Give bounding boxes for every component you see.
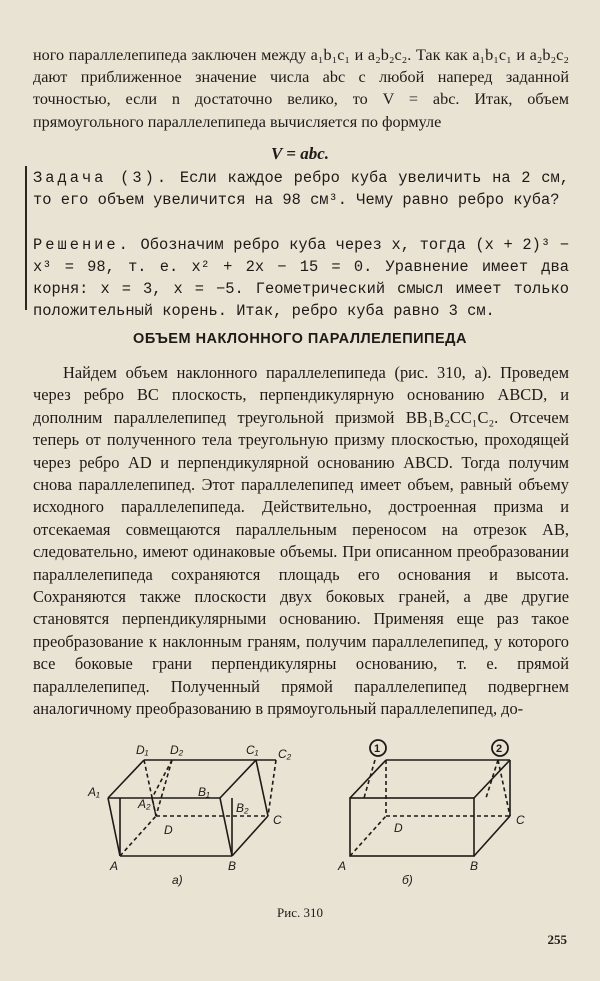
- label-D2: D₂: [170, 743, 184, 757]
- solution-block: [33, 234, 569, 322]
- solution-text: Обозначим ребро куба через x, тогда (x + 2)³ − x³ = 98, т. е. x² + 2x − 15 = 0. Уравнение имеет два корня: x = 3, x = −5. Геометрический смысл имеет только положительный корень. Итак, ребро куба равно 3 см.: [33, 236, 569, 320]
- label-D1: D₁: [136, 743, 149, 757]
- page-number: 255: [547, 932, 567, 947]
- volume-formula: V = abc.: [270, 144, 329, 163]
- label-B-left: B: [228, 859, 237, 873]
- label-B-right: B: [470, 859, 479, 873]
- marker-1: 1: [374, 743, 381, 755]
- intro-paragraph: ного параллелепипеда заключен между a₁b₁c₁ и a₂b₂c₂. Так как a₁b₁c₁ и a₂b₂c₂ дают приближенное значение числа abc с любой наперед заданной точностью, если n достаточно велико, то V = abc. Итак, объем прямоугольного параллелепипеда вычисляется по формуле: [33, 46, 569, 131]
- marker-2: 2: [496, 743, 503, 755]
- figure-caption: Рис. 310: [277, 905, 323, 920]
- label-C-left: C: [273, 813, 282, 827]
- label-C1: C₁: [246, 743, 259, 757]
- caption-b: б): [402, 873, 413, 887]
- body-paragraph: Найдем объем наклонного параллелепипеда (рис. 310, а). Проведем через ребро BC плоскость, перпендикулярную основанию ABCD, и дополним параллелепипед треугольной призмой BB₁B₂CC₁C₂. Отсечем теперь от полученного тела треугольную призму плоскостью, проходящей через ребро AD и перпендикулярной основанию ABCD. Тогда получим снова параллелепипед. Этот параллелепипед имеет объем, равный объему исходного параллелепипеда. Действительно, достроенная призма и отсекаемая совмещаются параллельным переносом на отрезок AB, следовательно, имеют одинаковые объемы. При описанном преобразовании параллелепипеда сохраняются площадь его основания и высота. Сохраняются также плоскости двух боковых граней, а две другие становятся перпендикулярными основанию. Применяя еще раз такое преобразование к наклонным граням, получим параллелепипед, у которого все боковые грани перпендикулярны основанию, т. е. прямой параллелепипед. Полученный прямой параллелепипед подвергнем аналогичному преобразованию в прямоугольный параллелепипед, до-: [33, 363, 569, 719]
- figure-310: [80, 738, 550, 898]
- task-text: Если каждое ребро куба увеличить на 2 см, то его объем увеличится на 98 см³. Чему равно ребро куба?: [33, 169, 569, 209]
- task-block: [33, 167, 569, 211]
- label-C2: C₂: [278, 747, 292, 761]
- label-C-right: C: [516, 813, 525, 827]
- label-A-right: A: [338, 859, 347, 873]
- task-label: Задача (3).: [33, 169, 170, 187]
- task-margin-bar: [25, 166, 27, 310]
- label-D-left: D: [164, 823, 173, 837]
- figure-labels: [80, 738, 550, 898]
- label-A-left: A: [110, 859, 119, 873]
- caption-a: а): [172, 873, 183, 887]
- label-A2: A₂: [138, 797, 151, 811]
- solution-label: Решение.: [33, 236, 131, 254]
- section-title: ОБЪЕМ НАКЛОННОГО ПАРАЛЛЕЛЕПИПЕДА: [133, 331, 467, 347]
- label-B2: B₂: [236, 801, 249, 815]
- label-D-right: D: [394, 821, 403, 835]
- label-A1: A₁: [88, 785, 100, 799]
- label-B1: B₁: [198, 785, 210, 799]
